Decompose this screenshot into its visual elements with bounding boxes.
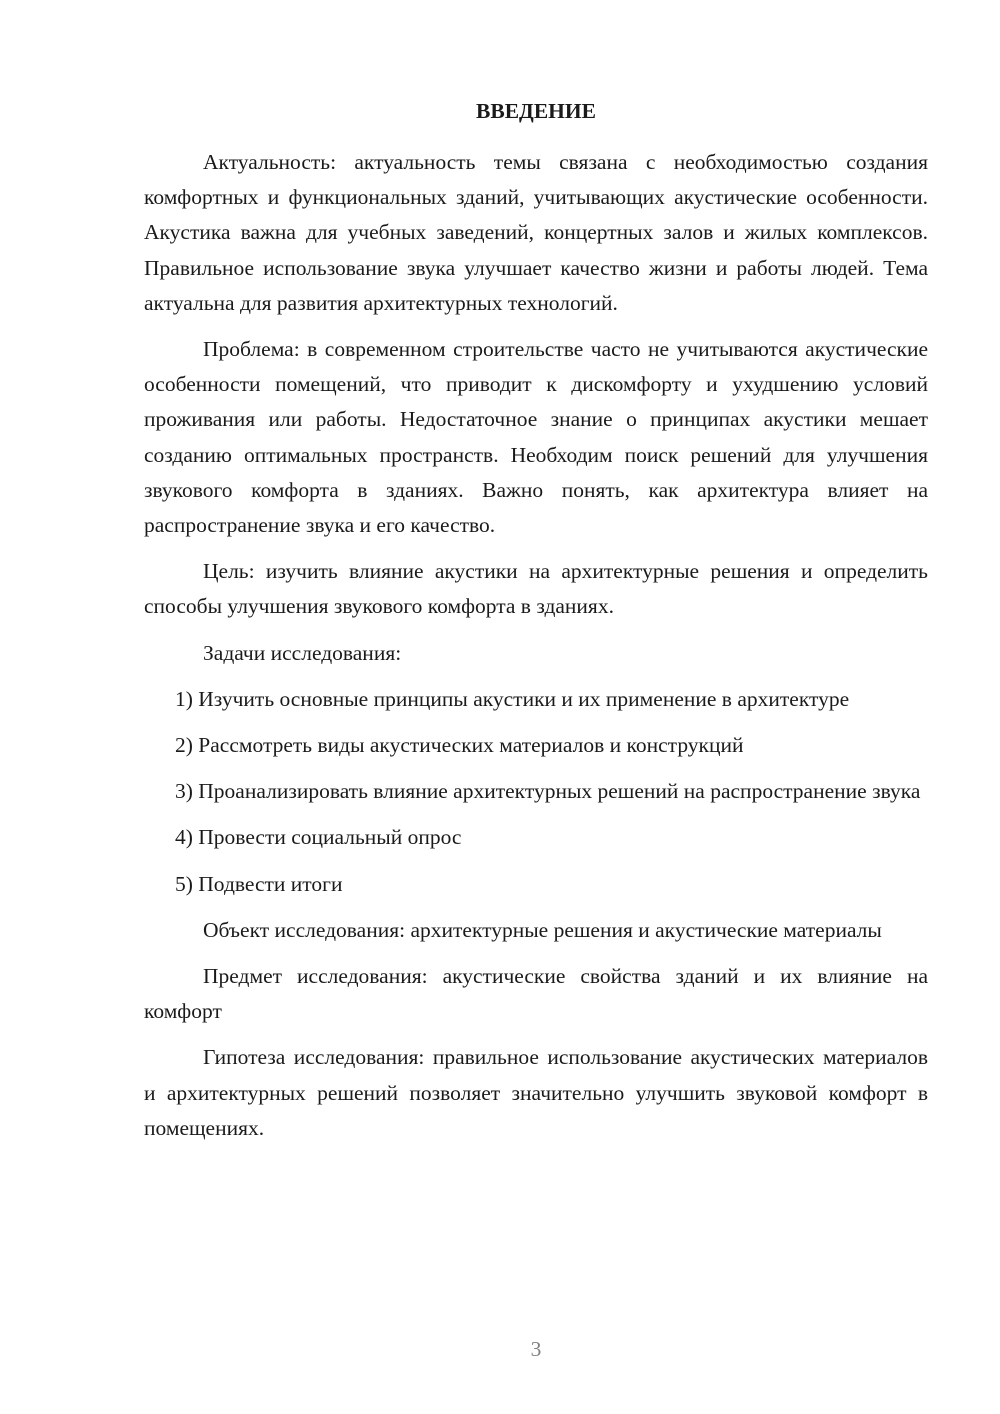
paragraph-problem: Проблема: в современном строительстве часто не учитываются акустические особенности помещений, что приводит к дискомфорту и ухудшению условий проживания или работы. Недостаточное знание о принципах акустики мешает созданию оптимальных пространств. Необходим поиск решений для улучшения звукового комфорта в зданиях. Важно понять, как архитектура влияет на распространение звука и его качество.	[144, 337, 928, 538]
paragraph-hypothesis: Гипотеза исследования: правильное использование акустических материалов и архитектурных решений позволяет значительно улучшить звуковой комфорт в помещениях.	[144, 1045, 928, 1140]
paragraph-tasks-heading: Задачи исследования:	[203, 640, 402, 665]
task-item-1: 1) Изучить основные принципы акустики и их применение в архитектуре	[175, 686, 850, 711]
paragraph-goal: Цель: изучить влияние акустики на архитектурные решения и определить способы улучшения звукового комфорта в зданиях.	[144, 559, 928, 619]
task-item-2: 2) Рассмотреть виды акустических материалов и конструкций	[175, 733, 744, 758]
paragraph-object: Объект исследования: архитектурные решения и акустические материалы	[203, 917, 882, 942]
page-number: 3	[530, 1337, 542, 1361]
section-title: ВВЕДЕНИЕ	[476, 99, 596, 123]
task-item-5: 5) Подвести итоги	[175, 871, 343, 896]
task-item-4: 4) Провести социальный опрос	[175, 825, 462, 850]
task-item-3: 3) Проанализировать влияние архитектурных решений на распространение звука	[175, 779, 921, 804]
document-body	[144, 96, 928, 1157]
paragraph-relevance: Актуальность: актуальность темы связана с необходимостью создания комфортных и функциональных зданий, учитывающих акустические особенности. Акустика важна для учебных заведений, концертных залов и жилых комплексов. Правильное использование звука улучшает качество жизни и работы людей. Тема актуальна для развития архитектурных технологий.	[144, 150, 928, 315]
paragraph-subject: Предмет исследования: акустические свойства зданий и их влияние на комфорт	[144, 964, 928, 1024]
